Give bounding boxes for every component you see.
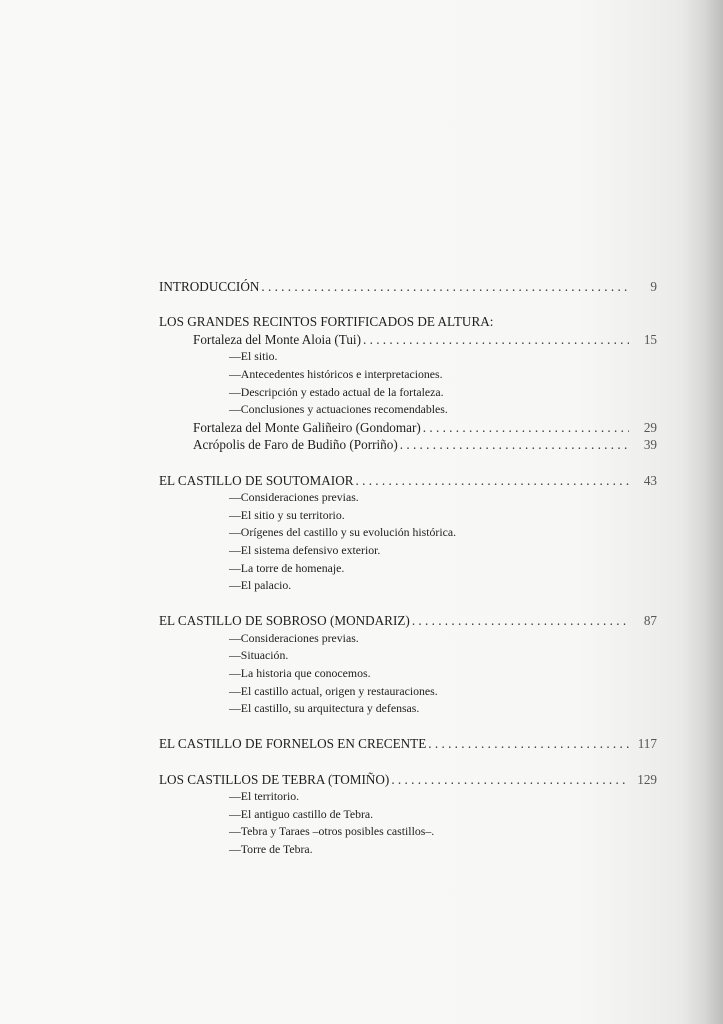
toc-subsection: —El sistema defensivo exterior. (229, 542, 381, 557)
toc-title: Fortaleza del Monte Galiñeiro (Gondomar) (193, 419, 421, 435)
toc-entry (159, 436, 657, 454)
section-gap (159, 595, 657, 613)
toc-chapter (159, 278, 657, 296)
toc-subsection: —Situación. (229, 648, 289, 663)
dot-leader (426, 735, 629, 753)
toc-title: EL CASTILLO DE SOBROSO (MONDARIZ) (159, 613, 410, 629)
toc-chapter (159, 612, 657, 630)
dot-leader (259, 278, 629, 296)
toc-subsection: —El sitio y su territorio. (229, 507, 345, 522)
toc-chapter (159, 472, 657, 490)
toc-subsection: —El palacio. (229, 578, 292, 593)
toc-subsection: —Torre de Tebra. (229, 842, 313, 856)
dot-leader (410, 612, 629, 630)
toc-page-number: 117 (637, 736, 657, 752)
toc-subsection: —El castillo actual, origen y restauraciones. (229, 683, 438, 698)
toc-subsection: —Descripción y estado actual de la fortaleza. (229, 384, 444, 399)
toc-subsection: —Conclusiones y actuaciones recomendables. (229, 402, 448, 417)
toc-title: INTRODUCCIÓN (159, 279, 260, 294)
toc-subsection: —El territorio. (229, 789, 300, 804)
section-gap (159, 454, 657, 472)
dot-leader (361, 331, 629, 349)
toc-page-number: 39 (643, 437, 657, 453)
binding-shadow (683, 0, 723, 1024)
toc-page-number: 29 (643, 419, 657, 435)
section-gap (159, 718, 657, 736)
toc-title: LOS CASTILLOS DE TEBRA (TOMIÑO) (159, 771, 390, 787)
toc-entry (159, 331, 657, 349)
section-gap (159, 753, 657, 771)
table-of-contents (159, 278, 657, 859)
toc-page-number: 87 (643, 613, 657, 629)
toc-entry (159, 419, 657, 437)
toc-chapter (159, 771, 657, 789)
dot-leader (389, 771, 629, 789)
toc-page-number: 129 (637, 771, 657, 787)
toc-subsection: —El castillo, su arquitectura y defensas. (229, 701, 420, 716)
toc-subsection: —Tebra y Taraes –otros posibles castillos–. (229, 824, 435, 839)
toc-title: EL CASTILLO DE FORNELOS EN CRECENTE (159, 736, 427, 752)
section-gap (159, 296, 657, 314)
toc-section-heading (159, 313, 657, 331)
toc-subsection: —Consideraciones previas. (229, 630, 359, 645)
toc-subsection: —El antiguo castillo de Tebra. (229, 806, 374, 821)
toc-page-number: 15 (643, 331, 657, 347)
toc-subsection: —La historia que conocemos. (229, 666, 371, 681)
toc-subsection: —Antecedentes históricos e interpretaciones. (229, 366, 443, 381)
toc-subsection: —La torre de homenaje. (229, 560, 345, 575)
toc-title: Fortaleza del Monte Aloia (Tui) (193, 331, 361, 347)
toc-page-number: 43 (643, 472, 657, 488)
toc-title: Acrópolis de Faro de Budiño (Porriño) (193, 437, 398, 453)
toc-title: EL CASTILLO DE SOUTOMAIOR (159, 472, 354, 488)
toc-subsection: —Orígenes del castillo y su evolución histórica. (229, 525, 457, 540)
toc-chapter (159, 735, 657, 753)
dot-leader (421, 419, 629, 437)
dot-leader (398, 436, 629, 454)
toc-subsection: —Consideraciones previas. (229, 490, 359, 505)
toc-title: LOS GRANDES RECINTOS FORTIFICADOS DE ALTURA: (159, 314, 494, 330)
toc-subsection: —El sitio. (229, 349, 278, 364)
toc-page-number: 9 (650, 279, 657, 294)
dot-leader (354, 472, 629, 490)
